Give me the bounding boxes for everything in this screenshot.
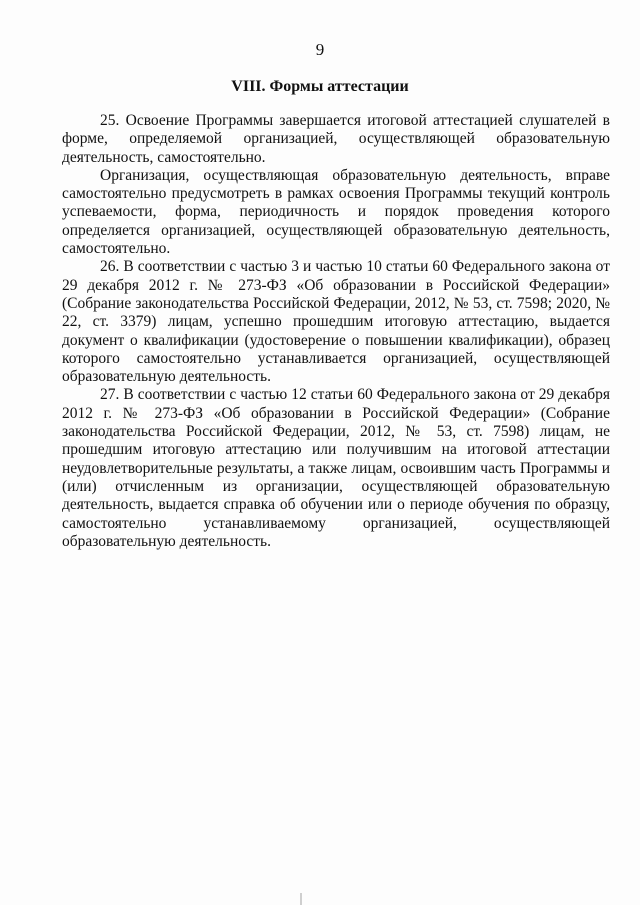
document-body — [62, 112, 610, 551]
paragraph-27: 27. В соответствии с частью 12 статьи 60 Федерального закона от 29 декабря 2012 г. № 273-ФЗ «Об образовании в Российской Федерации» (Собрание законодательства Российской Федерации, 2012, № 53, ст. 7598) лицам, не прошедшим итоговую аттестацию или получившим на итоговой аттестации неудовлетворительные результаты, а также лицам, освоившим часть Программы и (или) отчисленным из организации, осуществляющей образовательную деятельность, выдается справка об обучении или о периоде обучения по образцу, самостоятельно устанавливаемому организацией, осуществляющей образовательную деятельность. — [62, 386, 610, 550]
paragraph-25: 25. Освоение Программы завершается итоговой аттестацией слушателей в форме, определяемой организацией, осуществляющей образовательную деятельность, самостоятельно. — [62, 112, 610, 166]
scan-artifact-line — [300, 893, 302, 905]
page-number: 9 — [315, 40, 325, 59]
paragraph-organization-control: Организация, осуществляющая образовательную деятельность, вправе самостоятельно предусмотреть в рамках освоения Программы текущий контроль успеваемости, форма, периодичность и порядок проведения которого определяется организацией, осуществляющей образовательную деятельность, самостоятельно. — [62, 166, 610, 258]
section-title: VIII. Формы аттестации — [231, 78, 409, 95]
paragraph-26: 26. В соответствии с частью 3 и частью 10 статьи 60 Федерального закона от 29 декабря 2012 г. № 273-ФЗ «Об образовании в Российской Федерации» (Собрание законодательства Российской Федерации, 2012, № 53, ст. 7598; 2020, № 22, ст. 3379) лицам, успешно прошедшим итоговую аттестацию, выдается документ о квалификации (удостоверение о повышении квалификации), образец которого самостоятельно устанавливается организацией, осуществляющей образовательную деятельность. — [62, 258, 610, 386]
